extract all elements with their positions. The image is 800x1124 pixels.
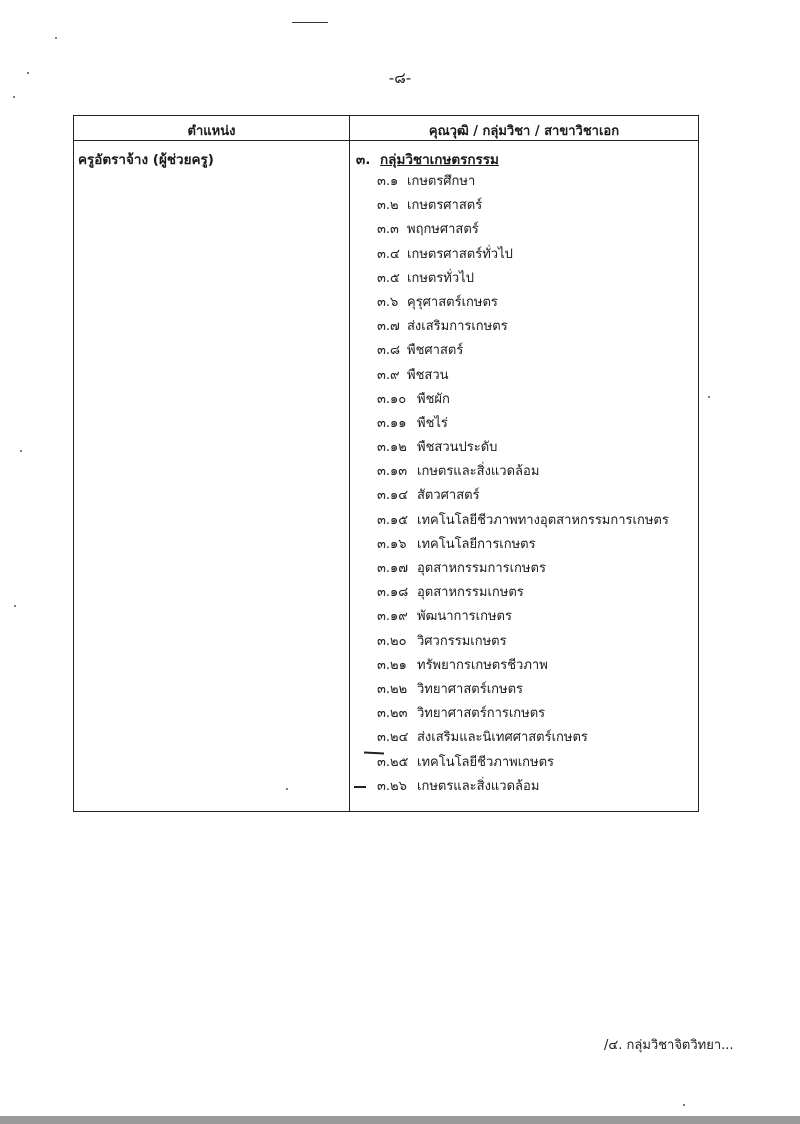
major-name: สัตวศาสตร์ <box>417 488 480 504</box>
continuation-note: /๔. กลุ่มวิชาจิตวิทยา... <box>604 1038 734 1053</box>
major-name: วิทยาศาสตร์การเกษตร <box>417 706 546 722</box>
major-item <box>377 726 669 750</box>
major-number: ๓.๑๙ <box>377 609 408 625</box>
major-number: ๓.๑๓ <box>377 464 408 480</box>
major-number: ๓.๙ <box>377 367 400 383</box>
scan-speck <box>27 72 29 74</box>
major-number: ๓.๕ <box>377 270 400 286</box>
major-name: พืชไร่ <box>417 415 448 431</box>
major-item <box>377 315 669 339</box>
major-name: พัฒนาการเกษตร <box>417 609 512 625</box>
major-number: ๓.๓ <box>377 222 399 238</box>
major-name: วิศวกรรมเกษตร <box>417 633 507 649</box>
major-item <box>377 388 669 412</box>
major-number: ๓.๒ <box>377 198 399 214</box>
major-number: ๓.๒๔ <box>377 730 409 746</box>
major-item <box>377 751 669 775</box>
major-number: ๓.๑๐ <box>377 391 407 407</box>
major-name: พืชศาสตร์ <box>407 343 464 359</box>
subject-group <box>356 148 499 170</box>
major-number: ๓.๑๒ <box>377 440 407 456</box>
scan-speck <box>14 605 16 607</box>
scan-speck <box>708 396 710 398</box>
scan-speck <box>683 1104 685 1106</box>
major-item <box>377 412 669 436</box>
major-number: ๓.๒๕ <box>377 754 409 770</box>
major-number: ๓.๑๔ <box>377 488 409 504</box>
group-name: กลุ่มวิชาเกษตรกรรม <box>380 152 499 168</box>
page-number: -๘- <box>388 69 412 87</box>
major-number: ๓.๒๐ <box>377 633 407 649</box>
major-item <box>377 678 669 702</box>
major-name: พืชสวนประดับ <box>417 440 498 456</box>
major-item <box>377 170 669 194</box>
major-item <box>377 581 669 605</box>
major-number: ๓.๒๒ <box>377 681 408 697</box>
major-item <box>377 654 669 678</box>
major-name: พืชผัก <box>417 391 450 407</box>
major-name: เทคโนโลยีชีวภาพเกษตร <box>417 754 555 770</box>
major-item <box>377 218 669 242</box>
handwritten-mark <box>354 786 366 788</box>
major-name: พืชสวน <box>407 367 449 383</box>
scan-speck <box>20 450 22 452</box>
major-name: เกษตรศาสตร์ทั่วไป <box>407 246 513 262</box>
major-item <box>377 291 669 315</box>
major-name: ทรัพยากรเกษตรชีวภาพ <box>417 657 548 673</box>
major-item <box>377 194 669 218</box>
major-number: ๓.๑ <box>377 174 399 189</box>
major-number: ๓.๒๖ <box>377 778 407 794</box>
major-name: เทคโนโลยีชีวภาพทางอุตสาหกรรมการเกษตร <box>417 512 669 528</box>
header-position: ตำแหน่ง <box>187 124 236 139</box>
major-item <box>377 605 669 629</box>
major-item <box>377 243 669 267</box>
position-title: ครูอัตราจ้าง (ผู้ช่วยครู) <box>78 152 214 168</box>
scan-speck <box>13 96 15 98</box>
major-name: พฤกษศาสตร์ <box>407 222 479 238</box>
major-number: ๓.๑๖ <box>377 536 407 552</box>
major-item <box>377 775 669 799</box>
major-item <box>377 630 669 654</box>
major-number: ๓.๑๗ <box>377 561 409 576</box>
column-divider <box>349 116 350 811</box>
major-number: ๓.๑๘ <box>377 585 409 601</box>
major-name: ส่งเสริมและนิเทศศาสตร์เกษตร <box>417 730 588 746</box>
major-number: ๓.๑๑ <box>377 415 407 431</box>
major-name: เทคโนโลยีการเกษตร <box>417 536 536 552</box>
major-name: ส่งเสริมการเกษตร <box>407 319 508 335</box>
major-number: ๓.๒๓ <box>377 706 408 722</box>
major-item <box>377 557 669 581</box>
major-item <box>377 533 669 557</box>
major-number: ๓.๔ <box>377 246 400 262</box>
major-name: อุตสาหกรรมการเกษตร <box>417 561 546 576</box>
major-item <box>377 484 669 508</box>
major-number: ๓.๘ <box>377 343 401 359</box>
scan-edge <box>0 1116 800 1124</box>
major-item <box>377 509 669 533</box>
major-item <box>377 702 669 726</box>
top-rule <box>292 22 328 23</box>
major-name: อุตสาหกรรมเกษตร <box>417 585 524 601</box>
header-qualification: คุณวุฒิ / กลุ่มวิชา / สาขาวิชาเอก <box>428 124 620 139</box>
major-item <box>377 267 669 291</box>
major-number: ๓.๒๑ <box>377 657 407 673</box>
major-name: เกษตรทั่วไป <box>407 270 474 286</box>
major-number: ๓.๑๕ <box>377 512 409 528</box>
major-number: ๓.๖ <box>377 294 399 310</box>
major-item <box>377 339 669 363</box>
major-name: เกษตรศึกษา <box>407 174 476 189</box>
major-item <box>377 436 669 460</box>
major-name: วิทยาศาสตร์เกษตร <box>417 681 524 697</box>
group-number: ๓. <box>356 152 371 168</box>
major-name: เกษตรและสิ่งแวดล้อม <box>417 778 540 794</box>
major-name: เกษตรและสิ่งแวดล้อม <box>417 464 540 480</box>
major-number: ๓.๗ <box>377 319 400 335</box>
major-item <box>377 364 669 388</box>
major-item <box>377 460 669 484</box>
scan-speck <box>286 788 288 790</box>
scan-speck <box>55 37 57 39</box>
qualification-table <box>73 115 699 812</box>
major-name: คุรุศาสตร์เกษตร <box>407 294 498 310</box>
major-name: เกษตรศาสตร์ <box>407 198 483 214</box>
major-list <box>377 170 669 799</box>
